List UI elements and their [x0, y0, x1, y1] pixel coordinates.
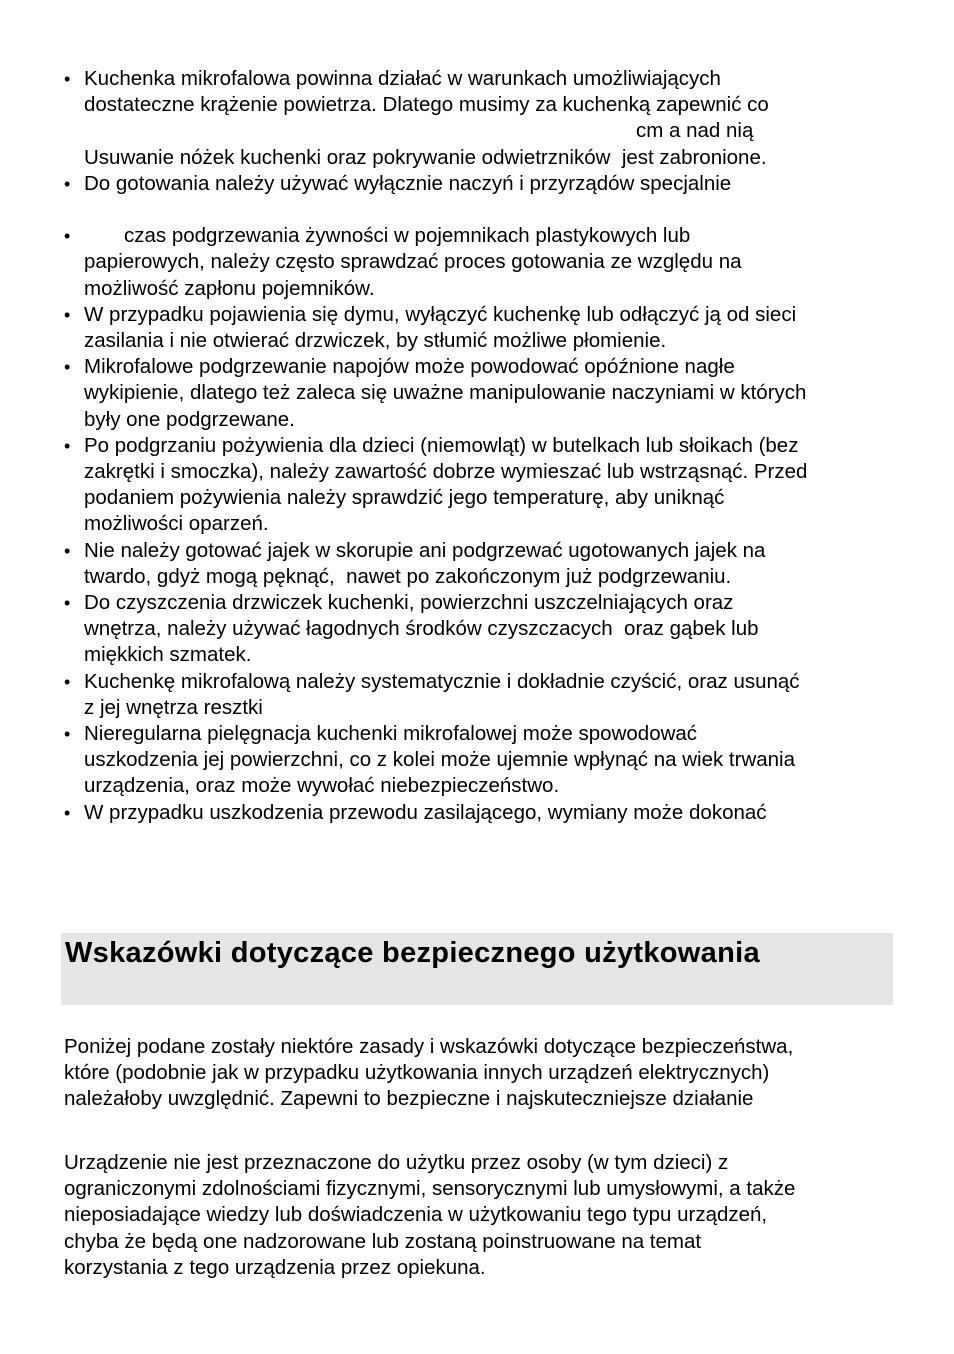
bullet-dot-icon: •	[64, 69, 71, 89]
bullet-dot-icon: •	[64, 540, 71, 561]
paragraph-line: Poniżej podane zostały niektóre zasady i wskazówki dotyczące bezpieczeństwa,	[64, 1035, 794, 1058]
paragraph-line: które (podobnie jak w przypadku użytkowania innych urządzeń elektrycznych)	[64, 1061, 770, 1085]
bullet-line: Kuchenkę mikrofalową należy systematycznie i dokładnie czyścić, oraz usunąć	[84, 669, 800, 693]
bullet-item	[64, 800, 894, 826]
bullet-line: cm a nad nią	[636, 119, 754, 143]
bullet-line: wnętrza, należy używać łagodnych środków czyszczacych oraz gąbek lub	[84, 617, 759, 641]
bullet-item	[64, 433, 894, 538]
bullet-line: Usuwanie nóżek kuchenki oraz pokrywanie odwietrzników jest zabronione.	[84, 145, 767, 169]
bullet-dot-icon: •	[64, 802, 71, 823]
bullet-line: Nie należy gotować jajek w skorupie ani podgrzewać ugotowanych jajek na	[84, 538, 766, 562]
bullet-line: uszkodzenia jej powierzchni, co z kolei może ujemnie wpłynąć na wiek trwania	[84, 748, 796, 772]
bullet-item	[64, 302, 894, 354]
bullet-line: Do gotowania należy używać wyłącznie naczyń i przyrządów specjalnie	[84, 171, 732, 195]
bullet-line: zasilania i nie otwierać drzwiczek, by stłumić możliwe płomienie.	[84, 329, 667, 353]
bullet-line: Nieregularna pielęgnacja kuchenki mikrofalowej może spowodować	[84, 722, 698, 746]
bullet-item	[64, 590, 894, 669]
intro-paragraph	[64, 1034, 894, 1113]
bullet-item	[64, 223, 894, 302]
bullet-line: podaniem pożywienia należy sprawdzić jego temperaturę, aby uniknąć	[84, 486, 725, 510]
bullet-dot-icon: •	[64, 724, 71, 745]
paragraph-line: korzystania z tego urządzenia przez opiekuna.	[64, 1255, 486, 1279]
bullet-line: miękkich szmatek.	[84, 643, 252, 667]
bullet-line: Po podgrzaniu pożywienia dla dzieci (niemowląt) w butelkach lub słoikach (bez	[84, 433, 799, 457]
bullet-line: możliwości oparzeń.	[84, 512, 269, 536]
bullet-line: Mikrofalowe podgrzewanie napojów może powodować opóźnione nagłe	[84, 355, 735, 379]
bullet-item	[64, 354, 894, 433]
bullet-line: wykipienie, dlatego też zaleca się uważne manipulowanie naczyniami w których	[84, 381, 807, 405]
section-title: Wskazówki dotyczące bezpiecznego użytkowania	[65, 937, 760, 969]
paragraph-line: nieposiadające wiedzy lub doświadczenia w użytkowaniu tego typu urządzeń,	[64, 1203, 768, 1227]
bullet-line: czas podgrzewania żywności w pojemnikach plastykowych lub	[124, 224, 691, 248]
paragraph-line: Urządzenie nie jest przeznaczone do użytku przez osoby (w tym dzieci) z	[64, 1151, 729, 1174]
bullet-line: Kuchenka mikrofalowa powinna działać w warunkach umożliwiających	[84, 67, 721, 90]
bullet-item	[64, 171, 894, 223]
bullet-dot-icon: •	[64, 435, 71, 456]
bullet-item	[64, 538, 894, 590]
bullet-dot-icon: •	[64, 671, 71, 692]
bullet-item	[64, 66, 894, 171]
bullet-item	[64, 721, 894, 800]
bullet-item	[64, 669, 894, 721]
bullet-line: urządzenia, oraz może wywołać niebezpieczeństwo.	[84, 774, 560, 798]
bullet-line: były one podgrzewane.	[84, 407, 295, 431]
bullet-line: papierowych, należy często sprawdzać proces gotowania ze względu na	[84, 250, 742, 274]
section-heading-bar	[61, 933, 893, 1005]
bullet-dot-icon: •	[64, 357, 71, 378]
bullet-line: W przypadku pojawienia się dymu, wyłączyć kuchenkę lub odłączyć ją od sieci	[84, 302, 797, 326]
safety-bullet-list	[64, 66, 894, 826]
bullet-line: możliwość zapłonu pojemników.	[84, 276, 375, 300]
bullet-line: Do czyszczenia drzwiczek kuchenki, powierzchni uszczelniających oraz	[84, 591, 734, 615]
bullet-line: zakrętki i smoczka), należy zawartość dobrze wymieszać lub wstrząsnąć. Przed	[84, 460, 808, 484]
usage-restriction-paragraph	[64, 1150, 894, 1281]
bullet-dot-icon: •	[64, 593, 71, 614]
bullet-line	[84, 197, 894, 223]
bullet-line: W przypadku uszkodzenia przewodu zasilającego, wymiany może dokonać	[84, 800, 767, 824]
bullet-line: twardo, gdyż mogą pęknąć, nawet po zakończonym już podgrzewaniu.	[84, 564, 732, 588]
bullet-dot-icon: •	[64, 173, 71, 194]
bullet-dot-icon: •	[64, 304, 71, 325]
bullet-dot-icon: •	[64, 226, 71, 247]
paragraph-line: ograniczonymi zdolnościami fizycznymi, sensorycznymi lub umysłowymi, a także	[64, 1177, 796, 1201]
bullet-line: z jej wnętrza resztki	[84, 695, 263, 719]
bullet-line: dostateczne krążenie powietrza. Dlatego musimy za kuchenką zapewnić co	[84, 93, 769, 117]
paragraph-line: chyba że będą one nadzorowane lub zostaną poinstruowane na temat	[64, 1229, 702, 1253]
paragraph-line: należałoby uwzględnić. Zapewni to bezpieczne i najskuteczniejsze działanie	[64, 1087, 754, 1111]
